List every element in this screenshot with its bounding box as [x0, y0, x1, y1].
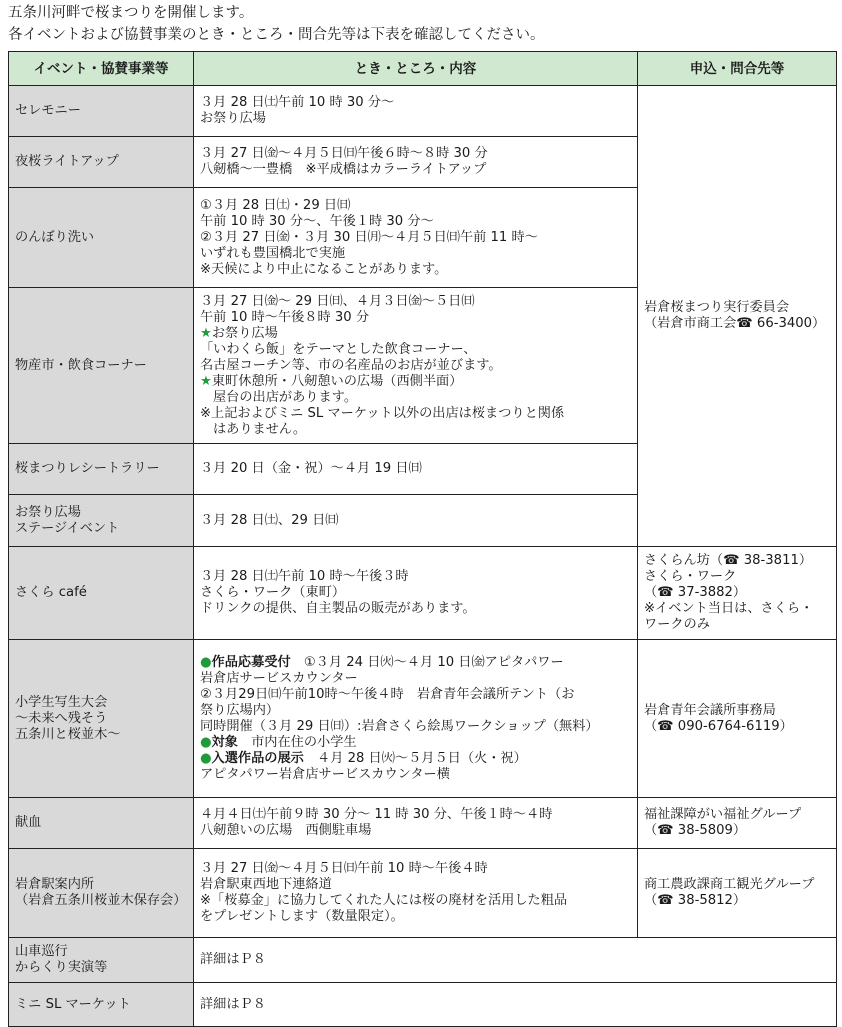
event-name: [9, 640, 194, 798]
event-name-line: 五条川と桜並木〜: [15, 726, 121, 742]
event-name-line: ステージイベント: [15, 520, 120, 536]
content-line: ②３月29日㈰午前10時〜午後４時 岩倉青年会議所テント（お: [200, 686, 575, 702]
content-line: 「いわくら飯」をテーマとした飲食コーナー、: [200, 341, 477, 357]
bullet-icon: ●: [200, 734, 212, 750]
content-heading: 対象: [211, 734, 238, 750]
table-row: [9, 849, 837, 938]
contact-annai: [638, 849, 837, 938]
event-name-line: からくり実演等: [15, 960, 108, 975]
content-line: 屋台の出店があります。: [213, 389, 358, 405]
event-name: 物産市・飲食コーナー: [9, 288, 194, 444]
star-icon: ★: [200, 373, 212, 389]
intro: [8, 2, 545, 46]
event-name: セレモニー: [9, 86, 194, 137]
content-line: ドリンクの提供、自主製品の販売があります。: [200, 601, 476, 616]
table-row: [9, 798, 837, 849]
event-name-line: お祭り広場: [15, 504, 81, 520]
content-line: ３月 27 日㈮〜４月５日㈰午前 10 時〜午後４時: [200, 861, 488, 876]
contact-kenketsu: [638, 798, 837, 849]
content-line: お祭り広場: [200, 111, 266, 126]
content-line: いずれも豊国橋北で実施: [200, 245, 346, 261]
content-heading: 作品応募受付: [211, 654, 291, 670]
table-row: [9, 86, 837, 137]
contact-line: （☎ 090-6764-6119）: [644, 718, 793, 734]
event-content: [194, 444, 638, 495]
contact-line: さくらん坊（☎ 38-3811）: [644, 553, 813, 568]
content-line: ※「桜募金」に協力してくれた人には桜の廃材を活用した粗品: [200, 893, 568, 908]
content-text: 東町休憩所・八剱憩いの広場（西側半面）: [211, 373, 463, 389]
bullet-icon: ●: [200, 654, 212, 670]
content-line: ②３月 27 日㈮・３月 30 日㈪〜４月５日㈰午前 11 時〜: [200, 229, 538, 245]
header-content: とき・ところ・内容: [194, 52, 638, 86]
content-line: ３月 20 日（金・祝）〜４月 19 日㈰: [200, 461, 422, 476]
table-row: [9, 938, 837, 983]
contact-line: （岩倉市商工会☎ 66-3400）: [644, 316, 826, 331]
event-content: [194, 640, 638, 798]
table-row: [9, 547, 837, 640]
event-name: 夜桜ライトアップ: [9, 137, 194, 188]
contact-line: （☎ 38-5812）: [644, 893, 747, 908]
content-line: 詳細はＰ８: [200, 952, 266, 967]
content-heading: 入選作品の展示: [211, 750, 304, 766]
event-content: [194, 547, 638, 640]
content-line: をプレゼントします（数量限定）。: [200, 909, 404, 924]
content-line: ４月４日㈯午前９時 30 分〜 11 時 30 分、午後１時〜４時: [200, 807, 553, 822]
contact-iwakura: [638, 86, 837, 547]
event-content: [194, 798, 638, 849]
content-line: ※上記およびミニ SL マーケット以外の出店は桜まつりと関係: [200, 405, 565, 421]
event-content: [194, 86, 638, 137]
content-line: 午前 10 時 30 分〜、午後１時 30 分〜: [200, 213, 434, 229]
content-line: さくら・ワーク（東町）: [200, 585, 346, 600]
contact-shasei: [638, 640, 837, 798]
event-name: [9, 938, 194, 983]
content-line: 八剱憩いの広場 西側駐車場: [200, 823, 372, 838]
content-line: [200, 374, 631, 390]
contact-line: （☎ 37-3882）: [644, 585, 747, 600]
content-line: ３月 27 日㈮〜４月５日㈰午後６時〜８時 30 分: [200, 146, 488, 161]
content-line: ３月 27 日㈮〜 29 日㈰、４月３日㈮〜５日㈰: [200, 293, 475, 309]
event-name-line: 〜未来へ残そう: [15, 710, 108, 726]
content-text: 市内在住の小学生: [251, 734, 357, 750]
event-content: [194, 137, 638, 188]
contact-line: 福祉課障がい福祉グループ: [644, 807, 802, 822]
event-name: ミニ SL マーケット: [9, 983, 194, 1027]
event-name-line: 小学生写生大会: [15, 694, 108, 710]
event-content: [194, 938, 837, 983]
event-name-line: （岩倉五条川桜並木保存会）: [15, 893, 187, 908]
content-line: [200, 655, 631, 671]
event-name: [9, 849, 194, 938]
table-row: [9, 640, 837, 798]
star-icon: ★: [200, 325, 212, 341]
event-name: 献血: [9, 798, 194, 849]
event-name-line: 岩倉駅案内所: [15, 877, 95, 892]
contact-line: 岩倉青年会議所事務局: [644, 702, 776, 718]
event-name: 桜まつりレシートラリー: [9, 444, 194, 495]
contact-line: ワークのみ: [644, 617, 710, 632]
content-line: ※天候により中止になることがあります。: [200, 261, 448, 277]
event-name-line: 山車巡行: [15, 944, 68, 959]
content-text: ①３月 24 日㈫〜４月 10 日㈮アピタパワー: [303, 654, 564, 670]
event-name: さくら café: [9, 547, 194, 640]
content-line: 午前 10 時〜午後８時 30 分: [200, 309, 370, 325]
contact-line: ※イベント当日は、さくら・: [644, 601, 814, 616]
event-table: [8, 51, 837, 1027]
content-line: 同時開催（３月 29 日㈰）:岩倉さくら絵馬ワークショップ（無料）: [200, 718, 599, 734]
content-line: 岩倉店サービスカウンター: [200, 670, 358, 686]
content-text: ４月 28 日㈫〜５月５日（火・祝）: [317, 750, 527, 766]
bullet-icon: ●: [200, 750, 212, 766]
content-line: ３月 28 日㈯午前 10 時 30 分〜: [200, 95, 395, 110]
table-header: [9, 52, 837, 86]
content-line: ３月 28 日㈯、29 日㈰: [200, 512, 339, 528]
content-line: 八剱橋〜一豊橋 ※平成橋はカラーライトアップ: [200, 162, 487, 177]
header-event: イベント・協賛事業等: [9, 52, 194, 86]
contact-line: 岩倉桜まつり実行委員会: [644, 300, 790, 315]
event-name: [9, 495, 194, 547]
contact-line: （☎ 38-5809）: [644, 823, 747, 838]
content-line: 岩倉駅東西地下連絡道: [200, 877, 332, 892]
table-row: [9, 983, 837, 1027]
content-line: 名古屋コーチン等、市の名産品のお店が並びます。: [200, 357, 502, 373]
event-content: [194, 188, 638, 288]
content-line: ３月 28 日㈯午前 10 時〜午後３時: [200, 569, 409, 584]
contact-line: 商工農政課商工観光グループ: [644, 877, 815, 892]
content-line: ①３月 28 日㈯・29 日㈰: [200, 197, 351, 213]
event-content: [194, 288, 638, 444]
event-name: のんぼり洗い: [9, 188, 194, 288]
event-content: [194, 495, 638, 547]
content-line: はありません。: [213, 421, 307, 437]
content-line: [200, 326, 631, 342]
contact-cafe: [638, 547, 837, 640]
event-content: [194, 983, 837, 1027]
header-contact: 申込・問合先等: [638, 52, 837, 86]
intro-line-1: 五条川河畔で桜まつりを開催します。: [8, 5, 254, 21]
contact-line: さくら・ワーク: [644, 569, 737, 584]
content-line: [200, 751, 631, 767]
content-text: お祭り広場: [211, 325, 278, 341]
content-line: 詳細はＰ８: [200, 996, 266, 1012]
content-line: [200, 735, 631, 751]
event-content: [194, 849, 638, 938]
intro-line-2: 各イベントおよび協賛事業のとき・ところ・問合先等は下表を確認してください。: [8, 27, 545, 43]
content-line: 祭り広場内）: [200, 702, 280, 718]
content-line: アピタパワー岩倉店サービスカウンター横: [200, 766, 450, 782]
